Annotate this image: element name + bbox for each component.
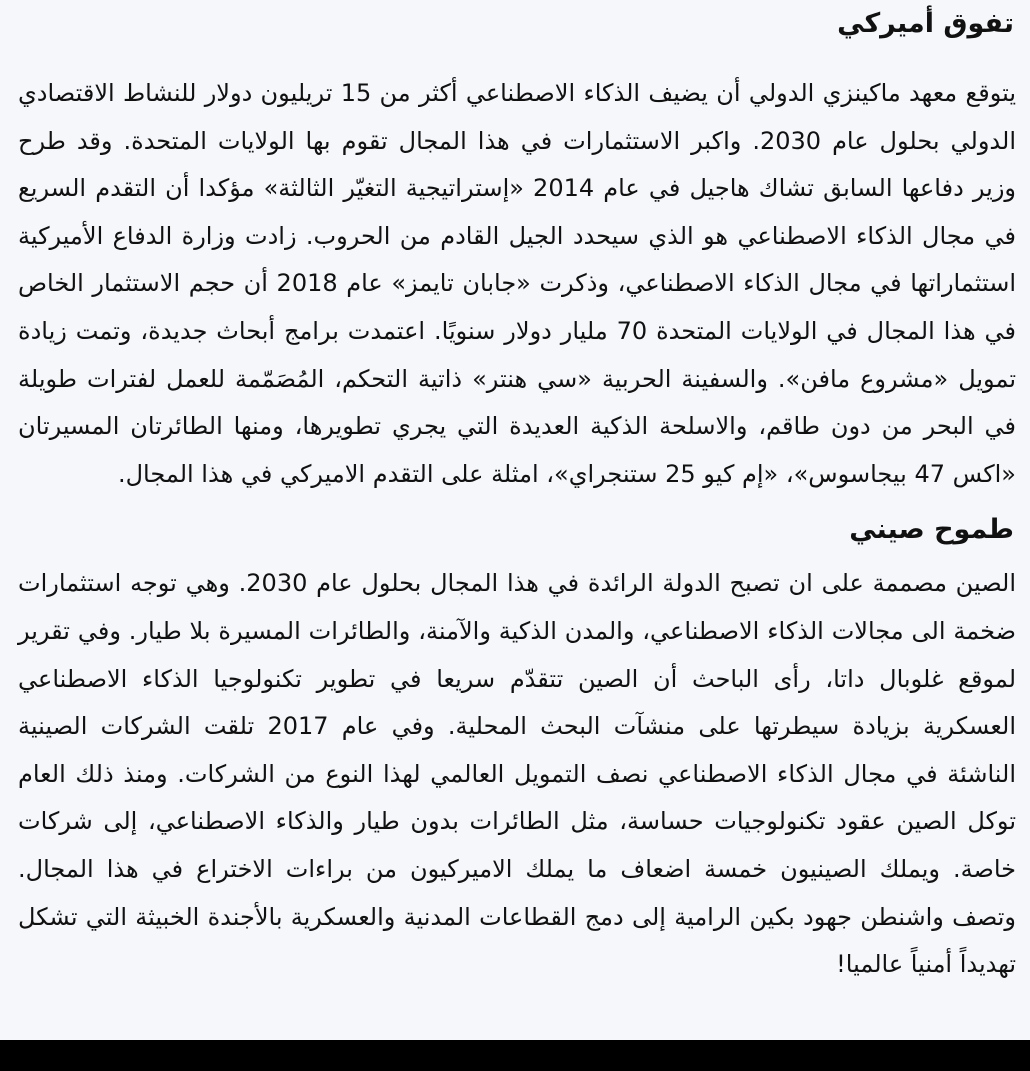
section-paragraph-american-superiority: يتوقع معهد ماكينزي الدولي أن يضيف الذكاء الاصطناعي أكثر من 15 تريليون دولار للنشاط الاقتصادي الدولي بحلول عام 2030. واكبر الاستثمارات في هذا المجال تقوم بها الولايات المتحدة. وقد طرح وزير دفاعها السابق تشاك هاجيل في عام 2014 «إستراتيجية التغيّر الثالثة» مؤكدا أن التقدم السريع في مجال الذكاء الاصطناعي هو الذي سيحدد الجيل القادم من الحروب. زادت وزارة الدفاع الأميركية استثماراتها في مجال الذكاء الاصطناعي، وذكرت «جابان تايمز» عام 2018 أن حجم الاستثمار الخاص في هذا المجال في الولايات المتحدة 70 مليار دولار سنويًا. اعتمدت برامج أبحاث جديدة، وتمت زيادة تمويل «مشروع مافن». والسفينة الحربية «سي هنتر» ذاتية التحكم، المُصَمّمة للعمل لفترات طويلة في البحر من دون طاقم، والاسلحة الذكية العديدة التي يجري تطويرها، ومنها الطائرتان المسيرتان «اكس 47 بيجاسوس»، «إم كيو 25 ستنجراي»، امثلة على التقدم الاميركي في هذا المجال. — [18, 79, 1017, 488]
section-heading-american-superiority: تفوق أميركي — [837, 8, 1014, 39]
bottom-black-bar — [0, 1040, 1030, 1071]
section-paragraph-chinese-ambition: الصين مصممة على ان تصبح الدولة الرائدة في هذا المجال بحلول عام 2030. وهي توجه استثمارات ضخمة الى مجالات الذكاء الاصطناعي، والمدن الذكية والآمنة، والطائرات المسيرة بلا طيار. وفي تقرير لموقع غلوبال داتا، رأى الباحث أن الصين تتقدّم سريعا في تطوير تكنولوجيا الذكاء الاصطناعي العسكرية بزيادة سيطرتها على منشآت البحث المحلية. وفي عام 2017 تلقت الشركات الصينية الناشئة في مجال الذكاء الاصطناعي نصف التمويل العالمي لهذا النوع من الشركات. ومنذ ذلك العام توكل الصين عقود تكنولوجيات حساسة، مثل الطائرات بدون طيار والذكاء الاصطناعي، إلى شركات خاصة. ويملك الصينيون خمسة اضعاف ما يملك الاميركيون من براءات الاختراع في هذا المجال. وتصف واشنطن جهود بكين الرامية إلى دمج القطاعات المدنية والعسكرية بالأجندة الخبيثة التي تشكل تهديداً أمنياً عالميا! — [18, 569, 1016, 979]
section-heading-chinese-ambition: طموح صيني — [849, 514, 1014, 546]
